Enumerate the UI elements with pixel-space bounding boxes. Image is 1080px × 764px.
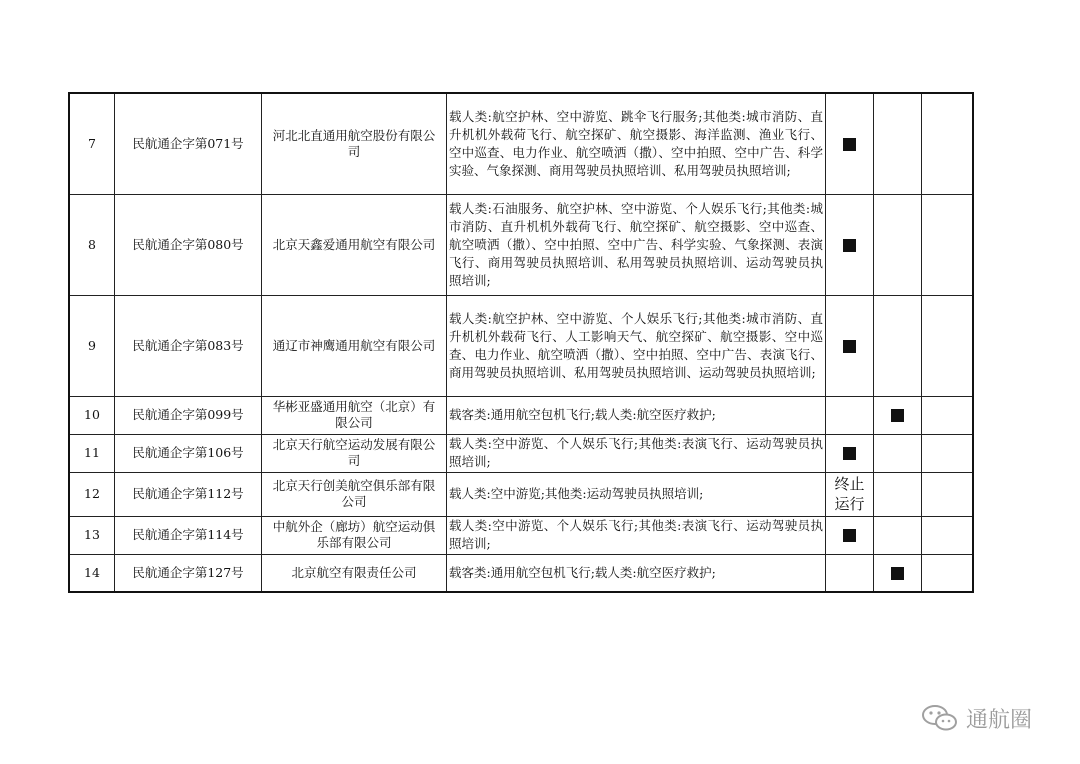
status-col-1 [826,554,874,592]
status-col-1 [826,194,874,295]
status-col-2 [874,93,922,194]
business-scope: 载人类:航空护林、空中游览、个人娱乐飞行;其他类:城市消防、直升机机外载荷飞行、人工影响天气、航空探矿、航空摄影、空中巡查、电力作业、航空喷洒（撒）、空中拍照、空中广告、表演飞行、商用驾驶员执照培训、私用驾驶员执照培训、运动驾驶员执照培训; [447,295,826,396]
company-name: 河北北直通用航空股份有限公司 [262,93,447,194]
status-col-1 [826,295,874,396]
status-col-3 [922,93,974,194]
license-number: 民航通企字第127号 [115,554,262,592]
business-scope: 载客类:通用航空包机飞行;载人类:航空医疗救护; [447,554,826,592]
status-col-1 [826,472,874,516]
filled-square-mark [891,409,904,422]
business-scope: 载人类:空中游览、个人娱乐飞行;其他类:表演飞行、运动驾驶员执照培训; [447,516,826,554]
status-col-3 [922,516,974,554]
company-name: 通辽市神鹰通用航空有限公司 [262,295,447,396]
company-name: 华彬亚盛通用航空（北京）有限公司 [262,396,447,434]
status-col-3 [922,554,974,592]
status-col-3 [922,295,974,396]
status-col-3 [922,472,974,516]
status-col-1 [826,396,874,434]
status-col-2 [874,295,922,396]
row-number: 13 [69,516,115,554]
license-number: 民航通企字第106号 [115,434,262,472]
row-number: 14 [69,554,115,592]
status-col-1 [826,93,874,194]
license-number: 民航通企字第083号 [115,295,262,396]
status-col-3 [922,396,974,434]
table-row [69,554,973,592]
status-col-2 [874,554,922,592]
filled-square-mark [843,529,856,542]
status-col-2 [874,396,922,434]
license-number: 民航通企字第071号 [115,93,262,194]
license-table [68,92,974,593]
status-col-2 [874,516,922,554]
table-row [69,93,973,194]
filled-square-mark [891,567,904,580]
filled-square-mark [843,138,856,151]
status-col-2 [874,434,922,472]
filled-square-mark [843,340,856,353]
filled-square-mark [843,447,856,460]
company-name: 中航外企（廊坊）航空运动俱乐部有限公司 [262,516,447,554]
filled-square-mark [843,239,856,252]
row-number: 9 [69,295,115,396]
row-number: 8 [69,194,115,295]
wechat-icon [920,703,960,733]
business-scope: 载客类:通用航空包机飞行;载人类:航空医疗救护; [447,396,826,434]
table-row [69,396,973,434]
status-col-3 [922,194,974,295]
business-scope: 载人类:空中游览;其他类:运动驾驶员执照培训; [447,472,826,516]
license-number: 民航通企字第112号 [115,472,262,516]
license-number: 民航通企字第099号 [115,396,262,434]
business-scope: 载人类:石油服务、航空护林、空中游览、个人娱乐飞行;其他类:城市消防、直升机机外载荷飞行、航空探矿、航空摄影、空中巡查、航空喷洒（撒）、空中拍照、空中广告、科学实验、气象探测、表演飞行、商用驾驶员执照培训、私用驾驶员执照培训、运动驾驶员执照培训; [447,194,826,295]
table-row [69,434,973,472]
status-col-1 [826,434,874,472]
status-note: 终止运行 [834,475,865,513]
table-row [69,295,973,396]
status-col-1 [826,516,874,554]
company-name: 北京天行创美航空俱乐部有限公司 [262,472,447,516]
license-table-body [69,93,973,592]
table-row [69,516,973,554]
status-col-3 [922,434,974,472]
business-scope: 载人类:航空护林、空中游览、跳伞飞行服务;其他类:城市消防、直升机机外载荷飞行、航空探矿、航空摄影、海洋监测、渔业飞行、空中巡查、电力作业、航空喷洒（撒）、空中拍照、空中广告、科学实验、气象探测、商用驾驶员执照培训、私用驾驶员执照培训; [447,93,826,194]
table-row [69,472,973,516]
table-row [69,194,973,295]
row-number: 11 [69,434,115,472]
row-number: 7 [69,93,115,194]
company-name: 北京航空有限责任公司 [262,554,447,592]
license-number: 民航通企字第114号 [115,516,262,554]
license-number: 民航通企字第080号 [115,194,262,295]
row-number: 12 [69,472,115,516]
company-name: 北京天鑫爱通用航空有限公司 [262,194,447,295]
watermark [920,702,1032,734]
status-col-2 [874,194,922,295]
company-name: 北京天行航空运动发展有限公司 [262,434,447,472]
watermark-text: 通航圈 [966,707,1033,733]
row-number: 10 [69,396,115,434]
business-scope: 载人类:空中游览、个人娱乐飞行;其他类:表演飞行、运动驾驶员执照培训; [447,434,826,472]
status-col-2 [874,472,922,516]
